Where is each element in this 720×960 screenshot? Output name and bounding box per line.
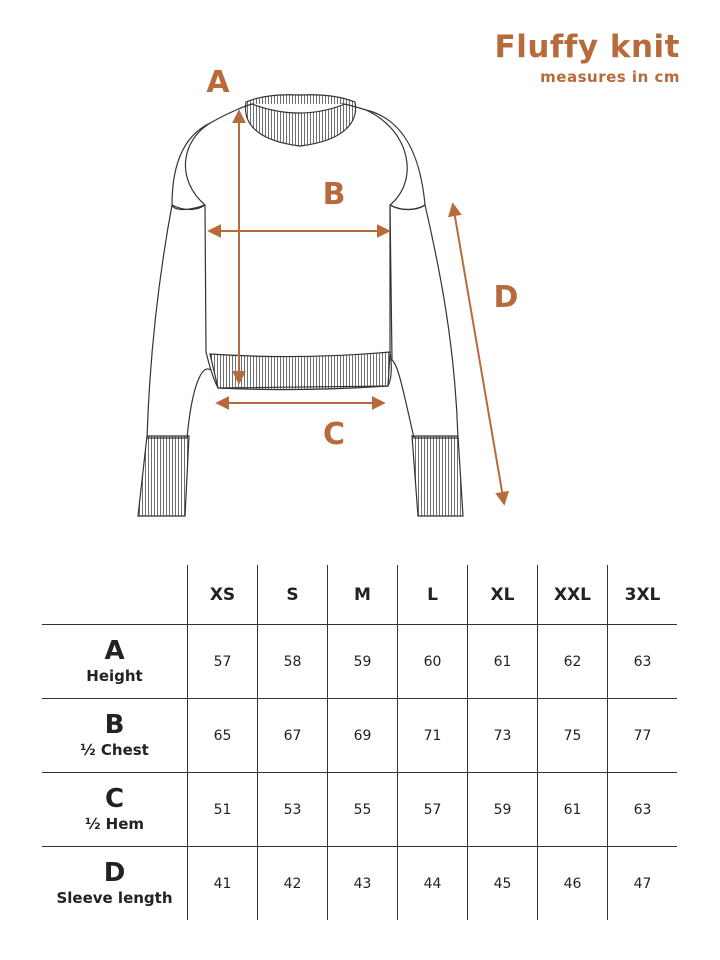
size-header-row [42,565,677,625]
table-cell: 47 [608,847,678,921]
table-cell: 73 [468,699,538,773]
table-row-c [42,773,677,847]
table-cell: 77 [608,699,678,773]
size-table [42,565,677,920]
table-cell: 43 [328,847,398,921]
arrow-d [453,205,504,503]
size-xl: XL [468,565,538,625]
table-cell: 75 [538,699,608,773]
table-cell: 45 [468,847,538,921]
table-corner [42,565,188,625]
table-cell: 59 [328,625,398,699]
label-c: C [322,417,346,452]
size-m: M [328,565,398,625]
table-cell: 57 [188,625,258,699]
table-cell: 59 [468,773,538,847]
row-letter: C [104,783,125,814]
page-subtitle: measures in cm [540,68,680,87]
right-cuff [412,436,463,516]
row-label: Height [86,667,143,686]
hem-rib [210,352,390,390]
table-cell: 53 [258,773,328,847]
table-cell: 61 [538,773,608,847]
table-cell: 58 [258,625,328,699]
row-label: Sleeve length [56,889,173,908]
size-l: L [398,565,468,625]
table-cell: 51 [188,773,258,847]
table-cell: 55 [328,773,398,847]
row-letter: D [103,857,126,888]
table-cell: 63 [608,625,678,699]
size-s: S [258,565,328,625]
table-cell: 57 [398,773,468,847]
row-head-b [42,699,188,773]
size-xxl: XXL [538,565,608,625]
row-head-c [42,773,188,847]
table-cell: 42 [258,847,328,921]
row-letter: A [104,635,125,666]
label-a: A [206,65,230,100]
table-row-d [42,847,677,921]
table-cell: 65 [188,699,258,773]
left-cuff [138,436,189,516]
table-cell: 62 [538,625,608,699]
label-d: D [493,280,519,315]
table-cell: 63 [608,773,678,847]
table-cell: 44 [398,847,468,921]
size-xs: XS [188,565,258,625]
size-3xl: 3XL [608,565,678,625]
table-row-b [42,699,677,773]
table-cell: 41 [188,847,258,921]
page-title: Fluffy knit [494,29,680,65]
table-cell: 71 [398,699,468,773]
row-label: ½ Hem [84,815,145,834]
row-letter: B [104,709,125,740]
table-cell: 61 [468,625,538,699]
table-cell: 46 [538,847,608,921]
table-cell: 60 [398,625,468,699]
table-cell: 69 [328,699,398,773]
sweater-body [185,104,407,388]
row-label: ½ Chest [80,741,149,760]
row-head-d [42,847,188,921]
row-head-a [42,625,188,699]
table-cell: 67 [258,699,328,773]
table-row-a [42,625,677,699]
label-b: B [322,177,346,212]
